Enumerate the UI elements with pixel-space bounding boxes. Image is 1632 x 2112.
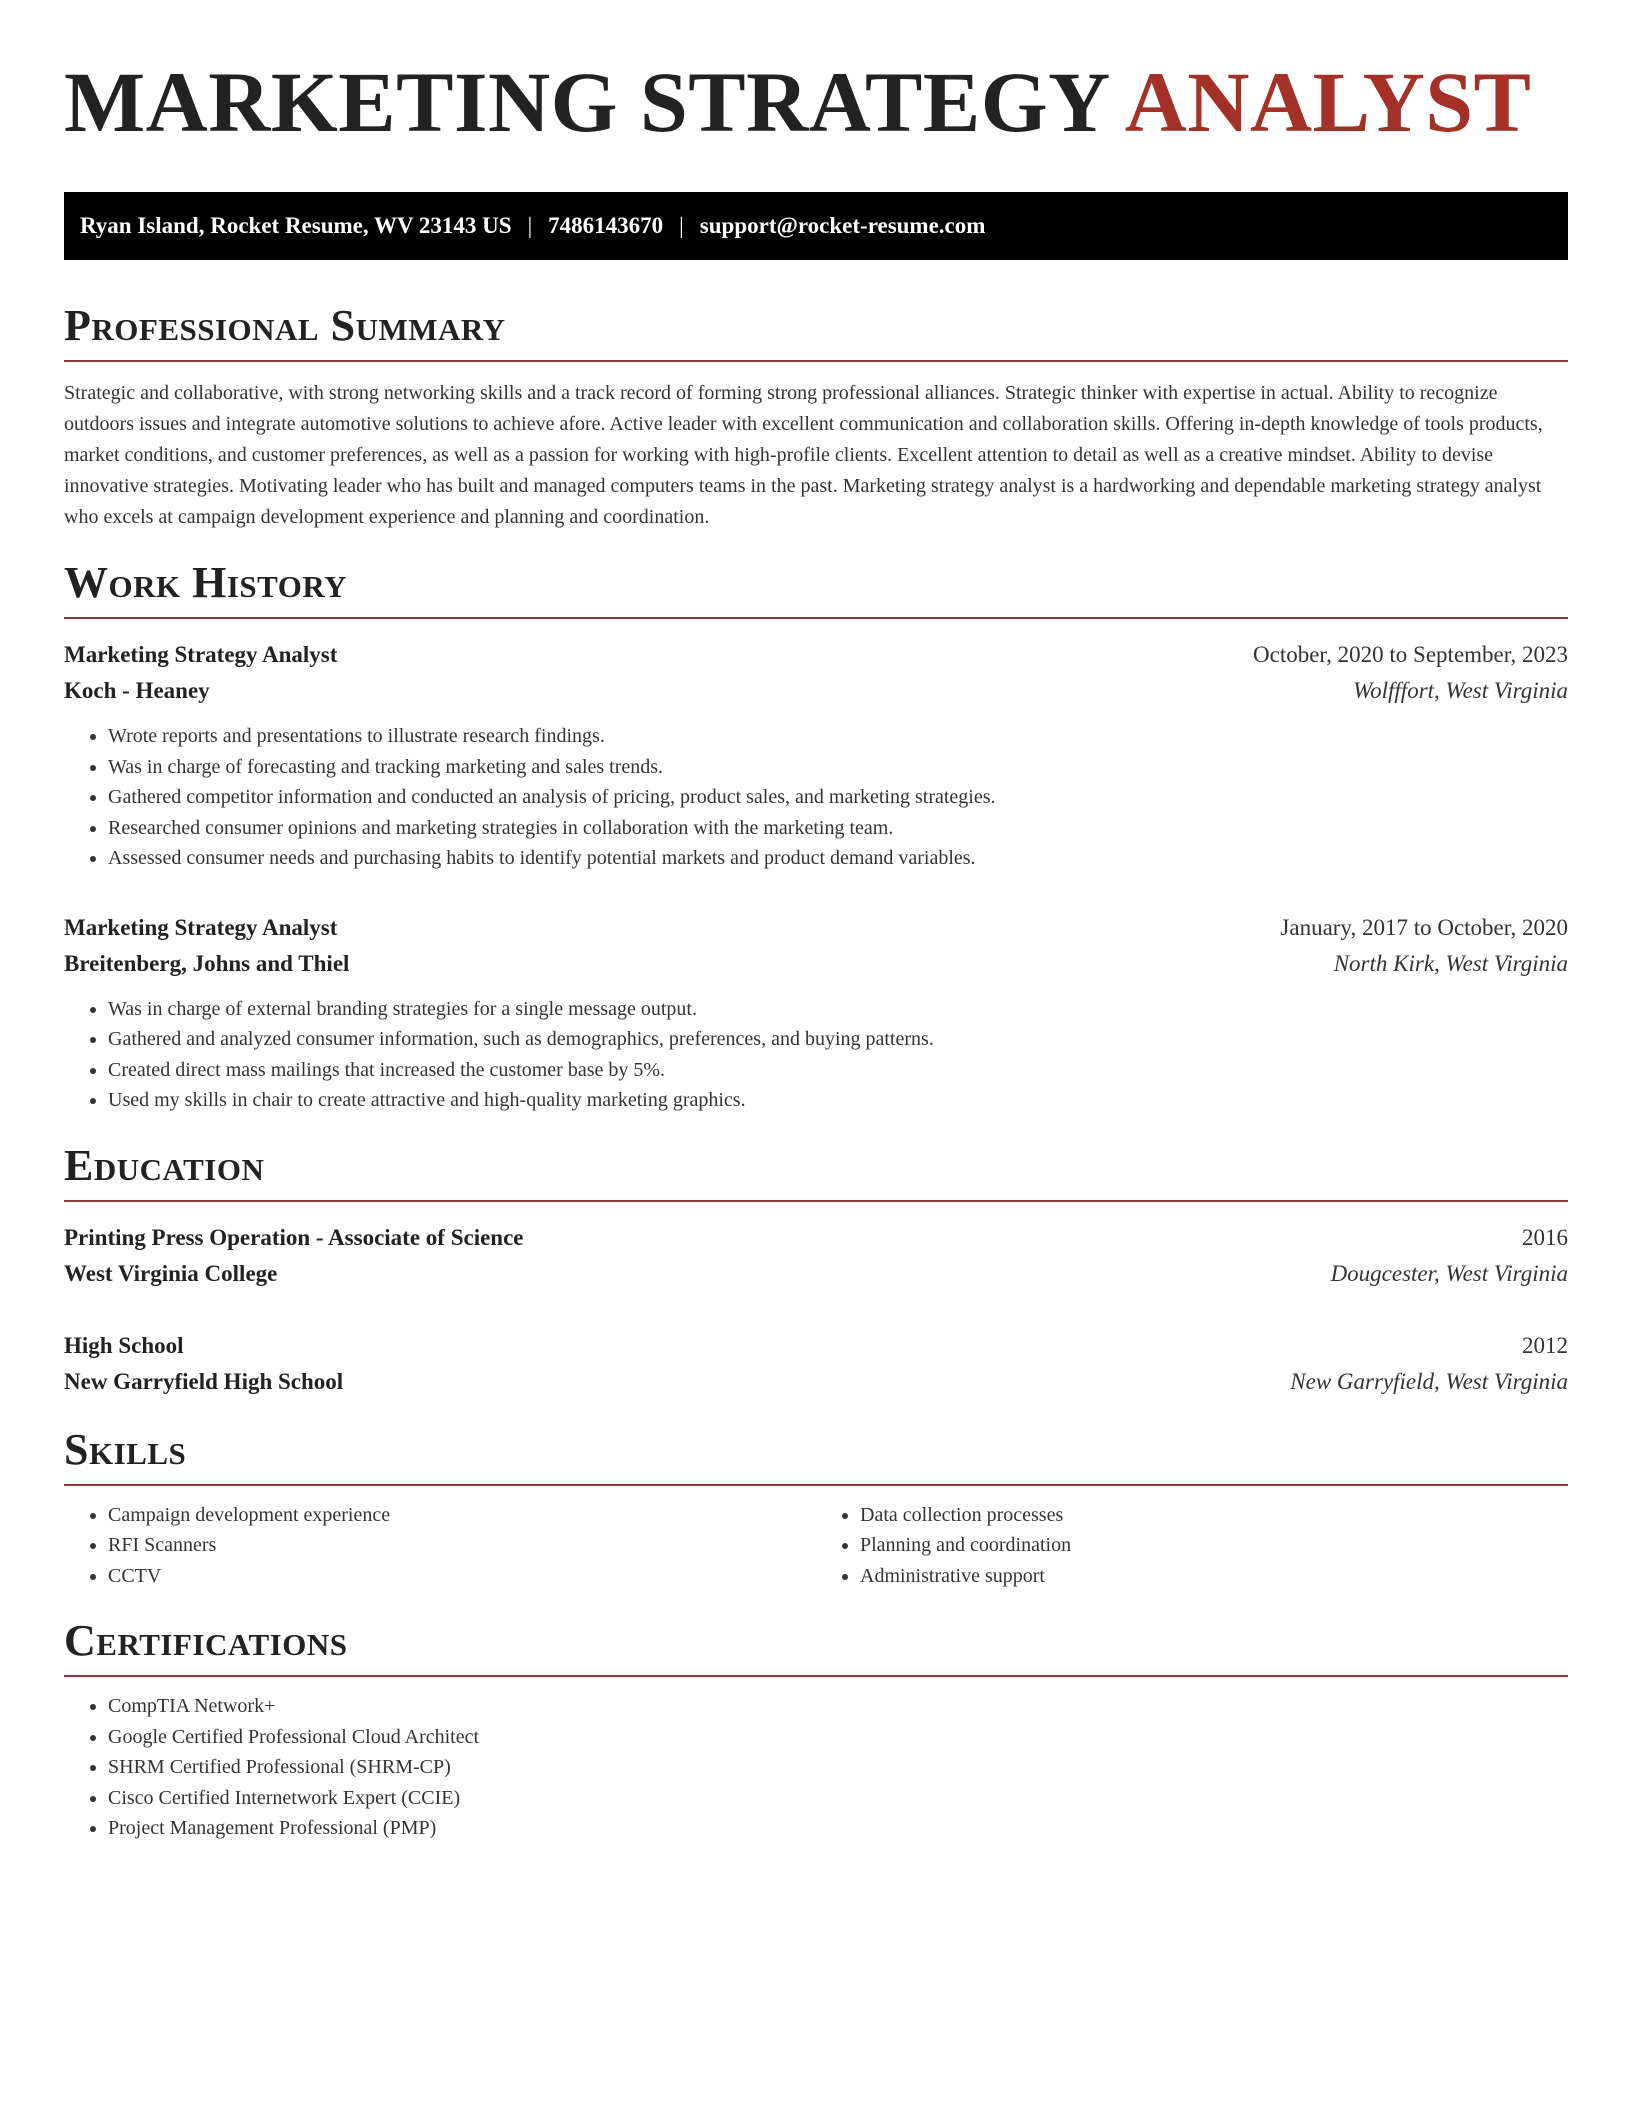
section-title-certifications: Certifications [64,1616,348,1665]
skills-list [64,1500,816,1592]
list-item: • Used my skills in chair to create attractive and high-quality marketing graphics. [108,1085,1568,1116]
skills-grid [64,1500,1568,1592]
section-divider [64,617,1568,619]
list-item: • Was in charge of external branding strategies for a single message output. [108,994,1568,1025]
job-company: Koch - Heaney [64,678,210,703]
list-item: • Project Management Professional (PMP) [108,1813,1568,1844]
list-item: • Created direct mass mailings that increased the customer base by 5%. [108,1055,1568,1086]
list-item: • CompTIA Network+ [108,1691,1568,1722]
work-history-section [64,557,1568,1116]
skills-column-right [816,1500,1568,1592]
list-item: • Cisco Certified Internetwork Expert (CCIE) [108,1783,1568,1814]
section-divider [64,1200,1568,1202]
contact-phone: 7486143670 [548,213,664,238]
education-section [64,1140,1568,1400]
job-company: Breitenberg, Johns and Thiel [64,950,350,976]
education-location: New Garryfield, West Virginia [1290,1368,1568,1394]
education-year: 2012 [1522,1332,1568,1358]
job-location: Wolfffort, West Virginia [1353,678,1568,703]
section-title-skills: Skills [64,1424,187,1474]
section-title-work: Work History [64,558,348,607]
section-title-summary: Professional Summary [64,301,506,350]
summary-text: Strategic and collaborative, with strong networking skills and a track record of forming strong professional alliances. Strategic thinker with expertise in actual. Ability to recognize outdoors issues and integrate automotive solutions to achieve afore. Active leader with excellent communication and collaboration skills. Offering in-depth knowledge of tools products, market conditions, and customer preferences, as well as a passion for working with high-profile clients. Excellent attention to detail as well as a creative mindset. Ability to devise innovative strategies. Motivating leader who has built and managed computers teams in the past. Marketing strategy analyst is a hardworking and dependable marketing strategy analyst who excels at campaign development experience and planning and coordination. [64,382,1543,528]
job-dates: October, 2020 to September, 2023 [1253,642,1568,667]
education-degree: High School [64,1332,184,1358]
education-school: New Garryfield High School [64,1368,344,1394]
job-bullets [64,994,1568,1116]
title-main: MARKETING STRATEGY [64,54,1108,150]
certifications-section [64,1615,1568,1844]
skills-list [816,1500,1568,1592]
list-item: • Researched consumer opinions and marketing strategies in collaboration with the marketing team. [108,813,1568,844]
contact-email: support@rocket-resume.com [699,213,986,238]
section-title-education: Education [64,1140,265,1190]
education-entry [64,1328,1568,1400]
list-item: • SHRM Certified Professional (SHRM-CP) [108,1752,1568,1783]
job-dates: January, 2017 to October, 2020 [1280,914,1568,940]
list-item: • RFI Scanners [108,1530,816,1561]
contact-separator: | [527,213,533,238]
education-entry [64,1220,1568,1292]
list-item: • Data collection processes [860,1500,1568,1531]
list-item: • Google Certified Professional Cloud Architect [108,1722,1568,1753]
job-location: North Kirk, West Virginia [1333,950,1568,976]
list-item: • Administrative support [860,1561,1568,1592]
title-accent: ANALYST [1124,54,1532,150]
skills-section [64,1424,1568,1592]
education-location: Dougcester, West Virginia [1330,1260,1568,1286]
list-item: • Was in charge of forecasting and tracking marketing and sales trends. [108,752,1568,783]
contact-bar [64,192,1568,260]
job-entry [64,910,1568,1116]
list-item: • Gathered and analyzed consumer information, such as demographics, preferences, and buying patterns. [108,1024,1568,1055]
job-title: Marketing Strategy Analyst [64,914,338,940]
resume-title [64,52,1568,152]
list-item: • Campaign development experience [108,1500,816,1531]
summary-section [64,300,1568,533]
job-bullets [64,721,1568,874]
list-item: • Assessed consumer needs and purchasing habits to identify potential markets and product demand variables. [108,843,1568,874]
list-item: • Planning and coordination [860,1530,1568,1561]
contact-separator: | [679,213,684,238]
skills-column-left [64,1500,816,1592]
education-school: West Virginia College [64,1260,278,1286]
education-year: 2016 [1522,1224,1568,1250]
section-divider [64,360,1568,362]
education-degree: Printing Press Operation - Associate of Science [64,1224,524,1250]
list-item: • Wrote reports and presentations to illustrate research findings. [108,721,1568,752]
section-divider [64,1484,1568,1486]
contact-address: Ryan Island, Rocket Resume, WV 23143 US [80,213,512,238]
certifications-list [64,1691,1568,1844]
job-title: Marketing Strategy Analyst [64,642,338,667]
list-item: • CCTV [108,1561,816,1592]
list-item: • Gathered competitor information and conducted an analysis of pricing, product sales, and marketing strategies. [108,782,1568,813]
job-entry [64,637,1568,874]
section-divider [64,1675,1568,1677]
